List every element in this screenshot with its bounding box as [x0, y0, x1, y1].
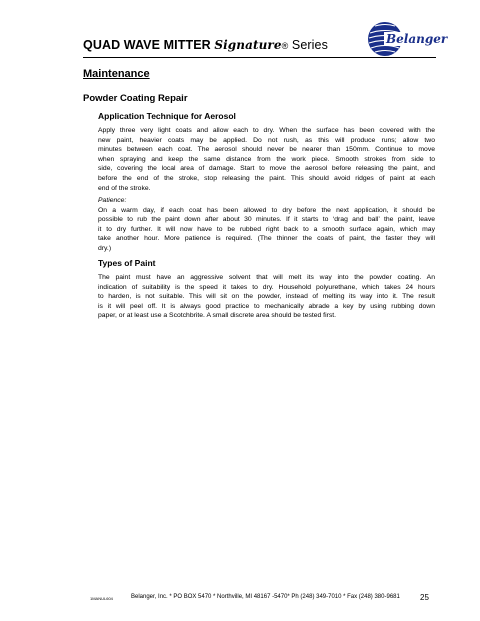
header-rule [83, 57, 436, 58]
belanger-logo [364, 18, 448, 60]
paragraph-line: it to dry further. It will now have to be rubbed right back to a smooth surface again, which may [98, 225, 435, 233]
title-main: QUAD WAVE MITTER [83, 38, 211, 52]
paragraph-line: when spraying and keep the same distance from the work piece. Smooth strokes from side to [98, 155, 435, 163]
logo-wordmark: Belanger [386, 32, 448, 46]
title-signature: Signature [214, 38, 282, 52]
paragraph-line: paper, or at least use a Scotchbrite. A small discrete area should be tested first. [98, 312, 337, 320]
patience-paragraph [98, 196, 435, 254]
title-series: Series [288, 38, 328, 52]
paragraph-line: indication of suitability is the speed it takes to dry. Household polyurethane, which takes 24 hours [98, 283, 435, 291]
application-heading: Application Technique for Aerosol [98, 111, 236, 121]
paragraph-line: is it will peel off. It is always good practice to mechanically abrade a key by using rubbing down [98, 302, 435, 310]
paragraph-line: On a warm day, if each coat has been allowed to dry before the next application, it should be [98, 206, 435, 214]
paragraph-line: minutes between each coat. The aerosol should never be nearer than 150mm. Continue to move [98, 146, 435, 154]
paragraph-line: dry.) [98, 244, 112, 252]
paragraph-line: end of the stroke. [98, 184, 151, 192]
page-number: 25 [420, 593, 429, 602]
paragraph-line: possible to rub the paint down after about 30 minutes. If it starts to ‘drag and ball’ the paint, leave [98, 216, 435, 224]
paragraph-line: The paint must have an aggressive solvent that will melt its way into the powder coating. An [98, 274, 435, 281]
application-paragraph [98, 126, 435, 193]
subsection-title: Powder Coating Repair [83, 93, 188, 104]
paragraph-line: before the end of the stroke, stop releasing the paint. This should avoid ridges of paint at each [98, 174, 435, 182]
paragraph-line: new paint, heavier coats may be applied. Do not rush, as this will produce runs; allow two [98, 136, 435, 144]
paragraph-line: take another hour. More patience is required. (The thinner the coats of paint, the faster they will [98, 235, 435, 243]
types-paragraph [98, 273, 435, 321]
paragraph-line: Apply three very light coats and allow each to dry. When the surface has been covered with the [98, 127, 435, 134]
document-code: 1MANUL604 [90, 596, 113, 601]
document-title [83, 38, 328, 52]
types-heading: Types of Paint [98, 258, 156, 268]
paragraph-line: side, covering the local area of damage. Start to move the aerosol before releasing the paint, and [98, 165, 435, 173]
company-address: Belanger, Inc. * PO BOX 5470 * Northville, MI 48167 -5470* Ph (248) 349-7010 * Fax (248) 380-9681 [131, 594, 400, 600]
section-title: Maintenance [83, 68, 150, 80]
title-registered-mark: ® [281, 41, 289, 51]
paragraph-line: to harden, is not suitable. This will sit on the powder, instead of melting its way into it. The result [98, 293, 435, 301]
patience-label: Patience: [98, 197, 127, 204]
